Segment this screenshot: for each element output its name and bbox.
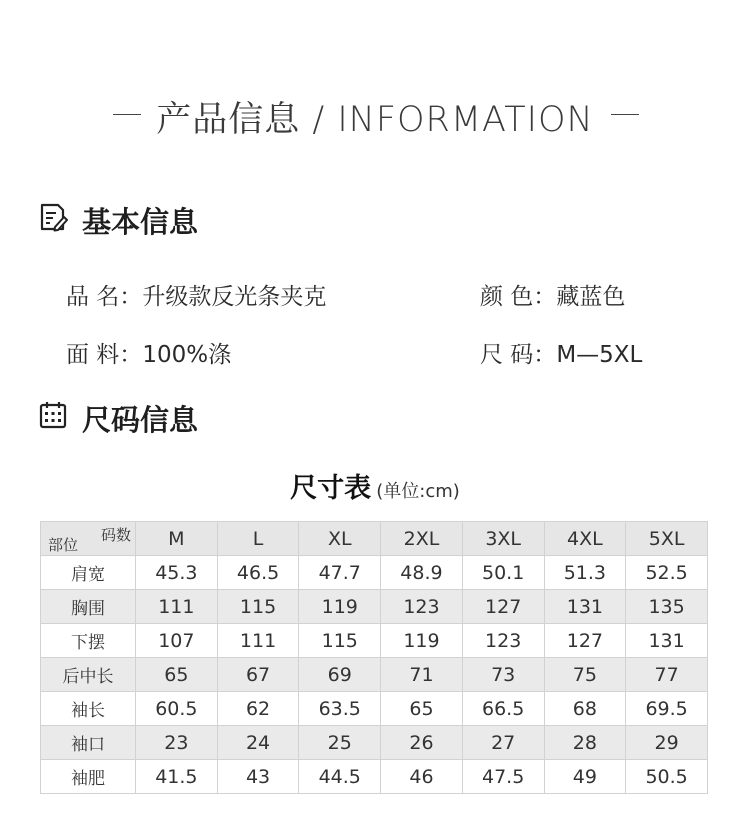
measurement-cell: 47.5 — [462, 760, 544, 794]
measurement-cell: 45.3 — [136, 556, 218, 590]
size-table-title: 尺寸表 — [290, 473, 372, 504]
measurement-cell: 111 — [217, 624, 299, 658]
table-row — [41, 590, 708, 624]
size-range-label: 尺 码： — [480, 342, 557, 368]
corner-size-label: 码数 — [100, 526, 131, 544]
measurement-cell: 111 — [136, 590, 218, 624]
basic-info-title: 基本信息 — [82, 205, 199, 239]
table-row — [41, 760, 708, 794]
measurement-cell: 48.9 — [381, 556, 463, 590]
basic-info-heading — [38, 200, 198, 241]
measurement-cell: 25 — [299, 726, 381, 760]
measurement-cell: 131 — [544, 590, 626, 624]
color-value: 藏蓝色 — [556, 284, 626, 310]
measurement-cell: 44.5 — [299, 760, 381, 794]
measurement-cell: 73 — [462, 658, 544, 692]
measurement-cell: 66.5 — [462, 692, 544, 726]
size-header-cell: 2XL — [381, 522, 463, 556]
part-label-cell: 胸围 — [41, 590, 136, 624]
measurement-cell: 107 — [136, 624, 218, 658]
color-label: 颜 色： — [480, 284, 557, 310]
measurement-cell: 26 — [381, 726, 463, 760]
size-table-unit: (单位:cm) — [376, 481, 460, 502]
size-header-cell: XL — [299, 522, 381, 556]
header-left-dash — [113, 114, 141, 115]
product-name-value: 升级款反光条夹克 — [142, 284, 327, 310]
measurement-cell: 69.5 — [626, 692, 708, 726]
measurement-cell: 68 — [544, 692, 626, 726]
measurement-cell: 135 — [626, 590, 708, 624]
measurement-cell: 115 — [299, 624, 381, 658]
header-title-en: INFORMATION — [337, 100, 594, 140]
size-info-heading — [38, 398, 198, 439]
size-table-header-row — [41, 522, 708, 556]
calendar-icon — [38, 400, 68, 437]
measurement-cell: 43 — [217, 760, 299, 794]
header-right-dash — [611, 114, 639, 115]
measurement-cell: 65 — [136, 658, 218, 692]
part-label-cell: 下摆 — [41, 624, 136, 658]
size-range-value: M—5XL — [556, 342, 643, 368]
measurement-cell: 47.7 — [299, 556, 381, 590]
measurement-cell: 27 — [462, 726, 544, 760]
fabric-label: 面 料： — [66, 342, 143, 368]
table-row — [41, 556, 708, 590]
measurement-cell: 29 — [626, 726, 708, 760]
measurement-cell: 62 — [217, 692, 299, 726]
part-label-cell: 袖口 — [41, 726, 136, 760]
measurement-cell: 65 — [381, 692, 463, 726]
measurement-cell: 119 — [299, 590, 381, 624]
measurement-cell: 67 — [217, 658, 299, 692]
size-header-cell: L — [217, 522, 299, 556]
table-row — [41, 658, 708, 692]
measurement-cell: 50.1 — [462, 556, 544, 590]
fabric-row — [66, 336, 231, 369]
measurement-cell: 24 — [217, 726, 299, 760]
product-name-label: 品 名： — [66, 284, 143, 310]
measurement-cell: 123 — [381, 590, 463, 624]
measurement-cell: 46.5 — [217, 556, 299, 590]
measurement-cell: 75 — [544, 658, 626, 692]
corner-cell — [41, 522, 136, 556]
document-edit-icon — [38, 202, 68, 239]
header-separator: / — [312, 100, 326, 140]
measurement-cell: 60.5 — [136, 692, 218, 726]
measurement-cell: 71 — [381, 658, 463, 692]
size-range-row — [480, 336, 642, 369]
measurement-cell: 115 — [217, 590, 299, 624]
size-header-cell: 3XL — [462, 522, 544, 556]
measurement-cell: 52.5 — [626, 556, 708, 590]
part-label-cell: 后中长 — [41, 658, 136, 692]
size-header-cell: 4XL — [544, 522, 626, 556]
measurement-cell: 49 — [544, 760, 626, 794]
table-row — [41, 624, 708, 658]
measurement-cell: 41.5 — [136, 760, 218, 794]
fabric-value: 100%涤 — [142, 342, 232, 368]
measurement-cell: 127 — [462, 590, 544, 624]
measurement-cell: 119 — [381, 624, 463, 658]
measurement-cell: 77 — [626, 658, 708, 692]
measurement-cell: 127 — [544, 624, 626, 658]
measurement-cell: 51.3 — [544, 556, 626, 590]
measurement-cell: 46 — [381, 760, 463, 794]
measurement-cell: 28 — [544, 726, 626, 760]
size-table — [40, 521, 708, 794]
measurement-cell: 63.5 — [299, 692, 381, 726]
size-header-cell: M — [136, 522, 218, 556]
table-row — [41, 726, 708, 760]
table-row — [41, 692, 708, 726]
measurement-cell: 69 — [299, 658, 381, 692]
measurement-cell: 23 — [136, 726, 218, 760]
part-label-cell: 袖长 — [41, 692, 136, 726]
part-label-cell: 肩宽 — [41, 556, 136, 590]
header-title-cn: 产品信息 — [156, 100, 301, 140]
size-info-title: 尺码信息 — [82, 403, 199, 437]
part-label-cell: 袖肥 — [41, 760, 136, 794]
color-row — [480, 278, 625, 311]
page-header — [0, 92, 750, 142]
measurement-cell: 131 — [626, 624, 708, 658]
corner-part-label: 部位 — [48, 536, 79, 554]
size-header-cell: 5XL — [626, 522, 708, 556]
measurement-cell: 50.5 — [626, 760, 708, 794]
size-table-caption — [0, 466, 750, 505]
measurement-cell: 123 — [462, 624, 544, 658]
product-name-row — [66, 278, 326, 311]
